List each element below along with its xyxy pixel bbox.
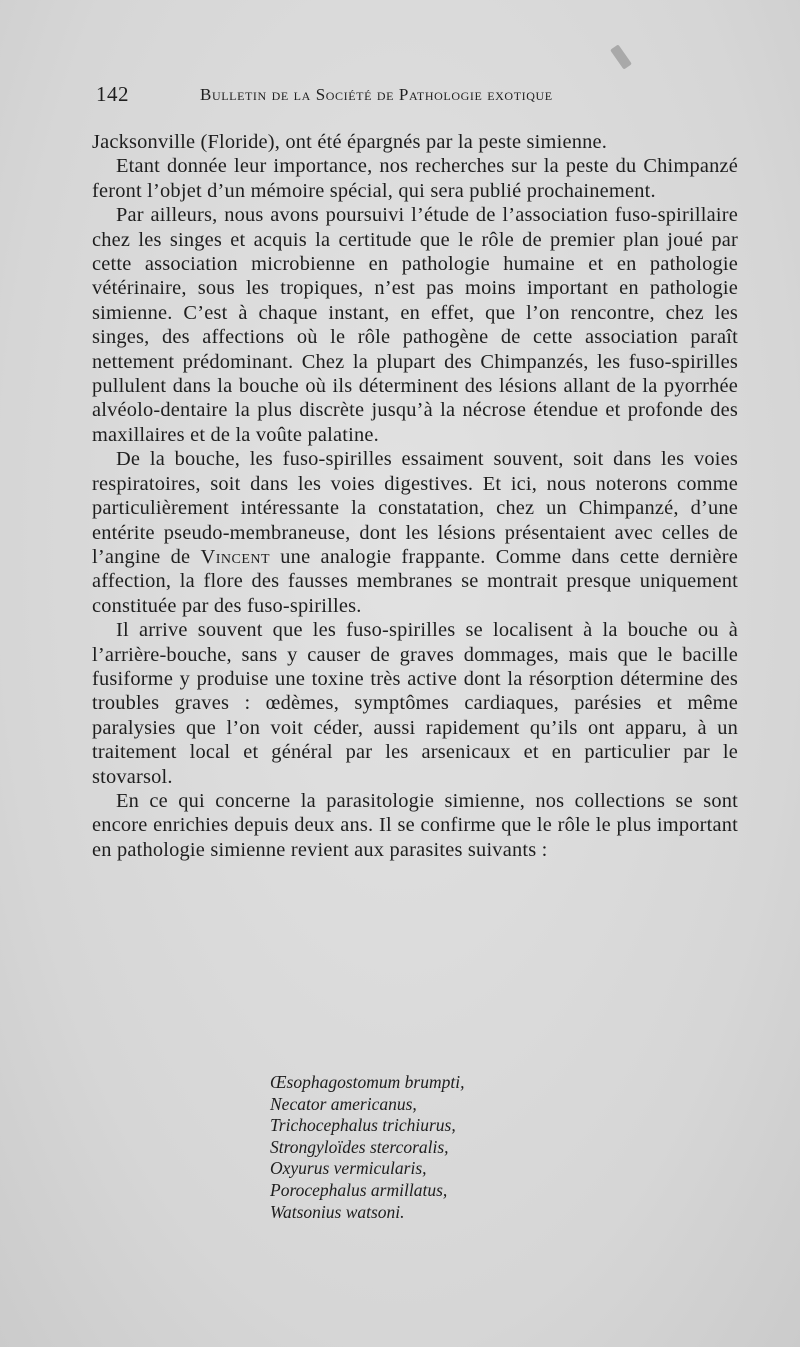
species-item: Porocephalus armillatus, [270,1179,448,1200]
species-item: Trichocephalus trichiurus, [270,1115,456,1136]
species-item: Œsophagostomum brumpti, [270,1072,465,1092]
species-item: Oxyurus vermicularis, [270,1158,427,1179]
body-text [92,130,738,862]
running-title: Bulletin de la Société de Pathologie exotique [200,85,553,104]
paragraph-text: une analogie frappante. Comme dans cette dernière affection, la flore des fausses membranes se montrait presque uniquement constituée par des fuso-spirilles. [92,545,738,617]
paragraph-spread-of-fuso-spirilles [92,447,738,618]
paragraph-parasitology: En ce qui concerne la parasitologie simienne, nos collections se sont encore enrichies depuis deux ans. Il se confirme que le rôle le plus important en pathologie simienne revient aux parasites suivants : [92,789,738,861]
paragraph-toxin-effects: Il arrive souvent que les fuso-spirilles se localisent à la bouche ou à l’arrière-bouche, sans y causer de graves dommages, mais que le bacille fusiforme y produise une toxine très active dont la résorption détermine des troubles graves : œdèmes, symptômes cardiaques, parésies et même paralysies que l’on voit céder, aussi rapidement qu’ils ont apparu, à un traitement local et général par les arsenicaux et en particulier par le stovarsol. [92,619,738,788]
species-item: Necator americanus, [270,1093,417,1114]
species-item: Strongyloïdes stercoralis, [270,1136,449,1157]
scan-blemish [610,44,632,69]
page-number: 142 [96,82,129,106]
parasite-species-list [270,1072,590,1223]
paragraph-continuation: Jacksonville (Floride), ont été épargnés par la peste simienne. [92,131,608,153]
paragraph-fuso-spirillary-association: Par ailleurs, nous avons poursuivi l’étude de l’association fuso-spirillaire chez les singes et acquis la certitude que le rôle de premier plan joué par cette association microbienne en pathologie humaine et en pathologie vétérinaire, sous les tropiques, n’est pas moins important en pathologie simienne. C’est à chaque instant, en effet, que l’on rencontre, chez les singes, des affections où le rôle pathogène de cette association paraît nettement prédominant. Chez la plupart des Chimpanzés, les fuso-spirilles pullulent dans la bouche où ils déterminent des lésions allant de la pyorrhée alvéolo-dentaire la plus discrète jusqu’à la nécrose étendue et profonde des maxillaires et de la voûte palatine. [92,204,738,446]
paragraph-text: De la bouche, les fuso-spirilles essaiment souvent, soit dans les voies respiratoires, soit dans les voies digestives. Et ici, nous noterons comme particulièrement intéressante la constatation, chez un Chimpanzé, d’une entérite pseudo-membraneuse, dont les lésions présentaient avec celles de l’angine de [92,448,738,568]
author-name-vincent: Vincent [200,545,271,568]
species-item: Watsonius watsoni. [270,1201,405,1222]
page-header [96,82,756,112]
paragraph-chimpanzee-study: Etant donnée leur importance, nos recherches sur la peste du Chimpanzé feront l’objet d’un mémoire spécial, qui sera publié prochainement. [92,155,738,202]
